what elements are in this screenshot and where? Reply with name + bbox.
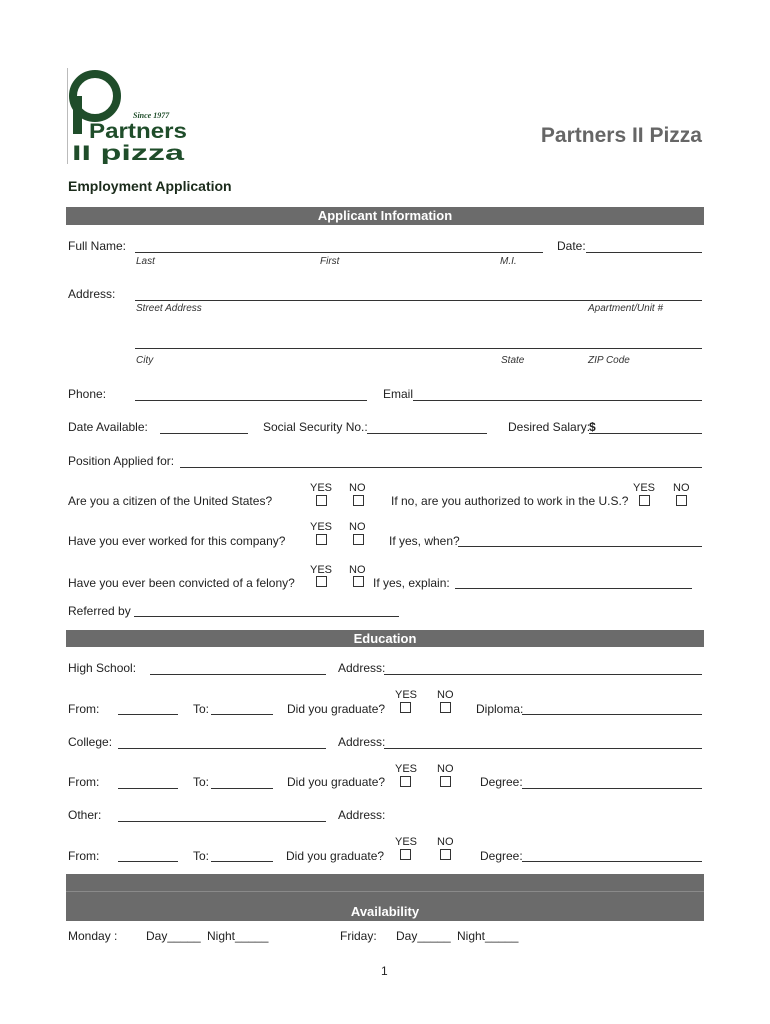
other-label: Other: xyxy=(68,808,102,822)
hs-graduate-question: Did you graduate? xyxy=(287,702,386,716)
logo-since: Since 1977 xyxy=(133,111,170,120)
other-to-field[interactable] xyxy=(211,861,273,862)
ssn-field[interactable] xyxy=(367,433,487,434)
high-school-address-field[interactable] xyxy=(384,674,702,675)
hs-grad-no-label: NO xyxy=(437,689,454,701)
referred-by-label: Referred by xyxy=(68,604,131,618)
date-label: Date: xyxy=(557,239,586,253)
college-grad-no-checkbox[interactable] xyxy=(440,776,451,787)
other-graduate-question: Did you graduate? xyxy=(286,849,385,863)
city-state-zip-field[interactable] xyxy=(135,348,702,349)
hs-grad-yes-label: YES xyxy=(395,689,418,701)
date-available-label: Date Available: xyxy=(68,420,148,434)
email-field[interactable] xyxy=(413,400,702,401)
felony-explain-field[interactable] xyxy=(455,588,692,589)
friday-label: Friday: xyxy=(340,929,377,943)
position-applied-label: Position Applied for: xyxy=(68,454,175,468)
college-grad-yes-checkbox[interactable] xyxy=(400,776,411,787)
diploma-field[interactable] xyxy=(522,714,702,715)
company-title: Partners II Pizza xyxy=(540,124,702,147)
document-title: Employment Application xyxy=(68,178,232,194)
felony-yes-checkbox[interactable] xyxy=(316,576,327,587)
authorized-yes-checkbox[interactable] xyxy=(639,495,650,506)
college-field[interactable] xyxy=(118,748,326,749)
friday-day-field[interactable]: Day_____ xyxy=(396,929,451,943)
college-grad-no-label: NO xyxy=(437,763,454,775)
monday-label: Monday : xyxy=(68,929,118,943)
college-address-field[interactable] xyxy=(384,748,702,749)
college-graduate-question: Did you graduate? xyxy=(287,775,386,789)
college-to-field[interactable] xyxy=(211,788,273,789)
felony-yes-label: YES xyxy=(310,564,333,576)
monday-night-field[interactable]: Night_____ xyxy=(207,929,269,943)
worked-when-label: If yes, when? xyxy=(389,534,460,548)
other-from-field[interactable] xyxy=(118,861,178,862)
college-degree-label: Degree: xyxy=(480,775,523,789)
referred-by-field[interactable] xyxy=(134,616,399,617)
logo-text-bottom: II pizza xyxy=(72,142,185,164)
citizen-yes-label: YES xyxy=(310,482,333,494)
felony-explain-label: If yes, explain: xyxy=(373,576,450,590)
position-applied-field[interactable] xyxy=(180,467,702,468)
worked-yes-label: YES xyxy=(310,521,333,533)
other-from-label: From: xyxy=(68,849,100,863)
logo-text-top: Partners xyxy=(89,120,187,143)
date-field[interactable] xyxy=(586,252,702,253)
worked-yes-checkbox[interactable] xyxy=(316,534,327,545)
other-grad-no-checkbox[interactable] xyxy=(440,849,451,860)
college-from-label: From: xyxy=(68,775,100,789)
last-name-caption: Last xyxy=(136,256,155,267)
citizen-yes-checkbox[interactable] xyxy=(316,495,327,506)
email-label: Email xyxy=(383,387,414,401)
citizen-question: Are you a citizen of the United States? xyxy=(68,494,273,508)
ssn-label: Social Security No.: xyxy=(263,420,368,434)
other-degree-field[interactable] xyxy=(522,861,702,862)
college-to-label: To: xyxy=(193,775,210,789)
monday-day-field[interactable]: Day_____ xyxy=(146,929,201,943)
authorized-no-checkbox[interactable] xyxy=(676,495,687,506)
high-school-label: High School: xyxy=(68,661,137,675)
apartment-caption: Apartment/Unit # xyxy=(588,303,664,314)
phone-field[interactable] xyxy=(135,400,367,401)
citizen-no-checkbox[interactable] xyxy=(353,495,364,506)
middle-initial-caption: M.I. xyxy=(500,256,517,267)
citizen-no-label: NO xyxy=(349,482,366,494)
college-from-field[interactable] xyxy=(118,788,178,789)
state-caption: State xyxy=(501,355,525,366)
street-address-caption: Street Address xyxy=(136,303,202,314)
other-grad-yes-label: YES xyxy=(395,836,418,848)
authorized-yes-label: YES xyxy=(633,482,656,494)
page-number: 1 xyxy=(381,964,388,978)
other-to-label: To: xyxy=(193,849,210,863)
hs-grad-no-checkbox[interactable] xyxy=(440,702,451,713)
full-name-label: Full Name: xyxy=(68,239,127,253)
availability-title: Availability xyxy=(350,904,420,919)
other-grad-no-label: NO xyxy=(437,836,454,848)
diploma-label: Diploma: xyxy=(476,702,524,716)
first-name-caption: First xyxy=(320,256,340,267)
desired-salary-label: Desired Salary: xyxy=(508,420,591,434)
college-address-label: Address: xyxy=(338,735,386,749)
section-header-availability xyxy=(66,874,704,921)
hs-to-field[interactable] xyxy=(211,714,273,715)
phone-label: Phone: xyxy=(68,387,107,401)
availability-band-top xyxy=(66,874,704,892)
felony-no-checkbox[interactable] xyxy=(353,576,364,587)
friday-night-field[interactable]: Night_____ xyxy=(457,929,519,943)
other-address-label: Address: xyxy=(338,808,386,822)
worked-no-checkbox[interactable] xyxy=(353,534,364,545)
worked-when-field[interactable] xyxy=(458,546,702,547)
hs-to-label: To: xyxy=(193,702,210,716)
address-label: Address: xyxy=(68,287,116,301)
hs-grad-yes-checkbox[interactable] xyxy=(400,702,411,713)
full-name-field[interactable] xyxy=(135,252,543,253)
felony-question: Have you ever been convicted of a felony? xyxy=(68,576,295,590)
college-label: College: xyxy=(68,735,113,749)
date-available-field[interactable] xyxy=(160,433,248,434)
high-school-field[interactable] xyxy=(150,674,326,675)
desired-salary-field[interactable] xyxy=(589,433,702,434)
city-caption: City xyxy=(136,355,154,366)
worked-question: Have you ever worked for this company? xyxy=(68,534,286,548)
zip-caption: ZIP Code xyxy=(588,355,630,366)
hs-from-label: From: xyxy=(68,702,100,716)
salary-dollar-sign: $ xyxy=(589,420,596,434)
other-grad-yes-checkbox[interactable] xyxy=(400,849,411,860)
authorized-no-label: NO xyxy=(673,482,690,494)
section-header-education: Education xyxy=(66,630,704,647)
college-degree-field[interactable] xyxy=(522,788,702,789)
section-header-applicant: Applicant Information xyxy=(66,207,704,225)
company-logo xyxy=(67,68,189,167)
street-address-field[interactable] xyxy=(135,300,702,301)
other-degree-label: Degree: xyxy=(480,849,523,863)
hs-from-field[interactable] xyxy=(118,714,178,715)
other-school-field[interactable] xyxy=(118,821,326,822)
college-grad-yes-label: YES xyxy=(395,763,418,775)
authorized-question: If no, are you authorized to work in the U.S.? xyxy=(391,494,629,508)
felony-no-label: NO xyxy=(349,564,366,576)
high-school-address-label: Address: xyxy=(338,661,386,675)
worked-no-label: NO xyxy=(349,521,366,533)
